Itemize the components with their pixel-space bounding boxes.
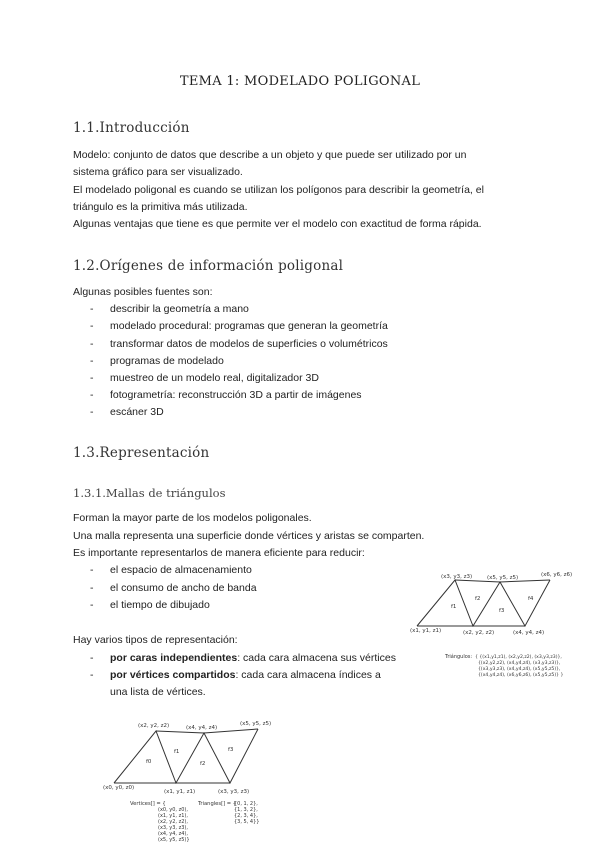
figure-shared-vertices: [100, 715, 290, 845]
heading-introduccion: 1.1.Introducción: [73, 120, 190, 136]
vertex-entry: (x1, y1, z1),: [158, 813, 188, 819]
subheading-mallas: 1.3.1.Mallas de triángulos: [73, 486, 226, 500]
list-item: - transformar datos de modelos de superficies o volumétricos: [90, 338, 388, 350]
list-item-continuation: una lista de vértices.: [110, 686, 206, 698]
page-title: TEMA 1: MODELADO POLIGONAL: [179, 74, 421, 89]
vertex-label: (x2, y2, z2): [138, 723, 170, 729]
vertex-label: (x0, y0, z0): [103, 785, 135, 791]
heading-representacion: 1.3.Representación: [73, 445, 210, 461]
list-item: - muestreo de un modelo real, digitalizador 3D: [90, 372, 319, 384]
triangle-entry: {3, 5, 4}}: [234, 819, 260, 825]
vertex-entry: (x2, y2, z2),: [158, 819, 188, 825]
figure-independent-faces: [405, 568, 580, 683]
face-label: f2: [200, 761, 206, 767]
paragraph-line: Modelo: conjunto de datos que describe a un objeto y que puede ser utilizado por un: [73, 149, 467, 161]
vertices-label: Vertices[] = {: [130, 801, 166, 807]
vertex-label: (x2, y2, z2): [463, 630, 495, 636]
paragraph-line: sistema gráfico para ser visualizado.: [73, 166, 243, 178]
vertex-label: (x1, y1, z1): [410, 628, 442, 634]
vertex-label: (x3, y3, z3): [218, 789, 250, 795]
paragraph-line: El modelado poligonal es cuando se utilizan los polígonos para describir la geometría, el: [73, 184, 484, 196]
code-line: {(x3,y3,z3), (x4,y4,z4), (x5,y5,z5)},: [478, 667, 561, 672]
face-label: f4: [528, 596, 534, 602]
paragraph-line: Forman la mayor parte de los modelos poligonales.: [73, 512, 312, 524]
face-label: f3: [499, 608, 505, 614]
face-label: f3: [228, 747, 234, 753]
triangle-entry: {1, 3, 2},: [234, 807, 258, 813]
code-line: {(x4,y4,z4), (x6,y6,z6), (x5,y5,z5)} }: [478, 673, 564, 678]
vertex-label: (x5, y5, z5): [240, 721, 272, 727]
face-label: f2: [475, 596, 481, 602]
vertex-entry: (x0, y0, z0),: [158, 807, 188, 813]
vertex-entry: (x5, y5, z5)}: [158, 837, 190, 843]
code-line: { {(x1,y1,z1), (x2,y2,z2), (x3,y3,z3)},: [475, 655, 562, 660]
list-item: - por vértices compartidos: cada cara almacena índices a: [90, 669, 381, 681]
heading-origenes: 1.2.Orígenes de información poligonal: [73, 258, 344, 274]
list-item: - el espacio de almacenamiento: [90, 564, 252, 576]
vertex-label: (x6, y6, z6): [541, 572, 573, 578]
triangles-label: Triangles[] = {: [198, 801, 237, 807]
face-label: f1: [451, 604, 457, 610]
vertex-label: (x3, y3, z3): [441, 574, 473, 580]
vertex-label: (x4, y4, z4): [186, 725, 218, 731]
paragraph-line: Es importante representarlos de manera eficiente para reducir:: [73, 547, 365, 559]
paragraph-line: Hay varios tipos de representación:: [73, 634, 238, 646]
list-item: - modelado procedural: programas que generan la geometría: [90, 320, 388, 332]
list-item: - el tiempo de dibujado: [90, 599, 210, 611]
list-item: - fotogrametría: reconstrucción 3D a partir de imágenes: [90, 389, 362, 401]
paragraph-line: Algunas posibles fuentes son:: [73, 286, 213, 298]
code-line: {(x2,y2,z2), (x4,y4,z4), (x3,y3,z3)},: [478, 661, 561, 666]
vertex-entry: (x4, y4, z4),: [158, 831, 188, 837]
list-item: - el consumo de ancho de banda: [90, 582, 257, 594]
vertex-label: (x1, y1, z1): [164, 789, 196, 795]
face-label: f0: [146, 759, 152, 765]
paragraph-line: triángulo es la primitiva más utilizada.: [73, 201, 248, 213]
list-item: - por caras independientes: cada cara almacena sus vértices: [90, 652, 396, 664]
triangle-entry: {2, 3, 4},: [234, 813, 258, 819]
paragraph-line: Algunas ventajas que tiene es que permite ver el modelo con exactitud de forma rápida.: [73, 218, 482, 230]
vertex-entry: (x3, y3, z3),: [158, 825, 188, 831]
list-item: - programas de modelado: [90, 355, 224, 367]
triangle-entry: {0, 1, 2},: [234, 801, 258, 807]
code-label: Triángulos:: [445, 654, 473, 660]
face-label: f1: [174, 749, 180, 755]
vertex-label: (x4, y4, z4): [513, 630, 545, 636]
list-item: - escáner 3D: [90, 406, 164, 418]
paragraph-line: Una malla representa una superficie donde vértices y aristas se comparten.: [73, 530, 425, 542]
vertex-label: (x5, y5, z5): [487, 575, 519, 581]
list-item: - describir la geometría a mano: [90, 303, 249, 315]
